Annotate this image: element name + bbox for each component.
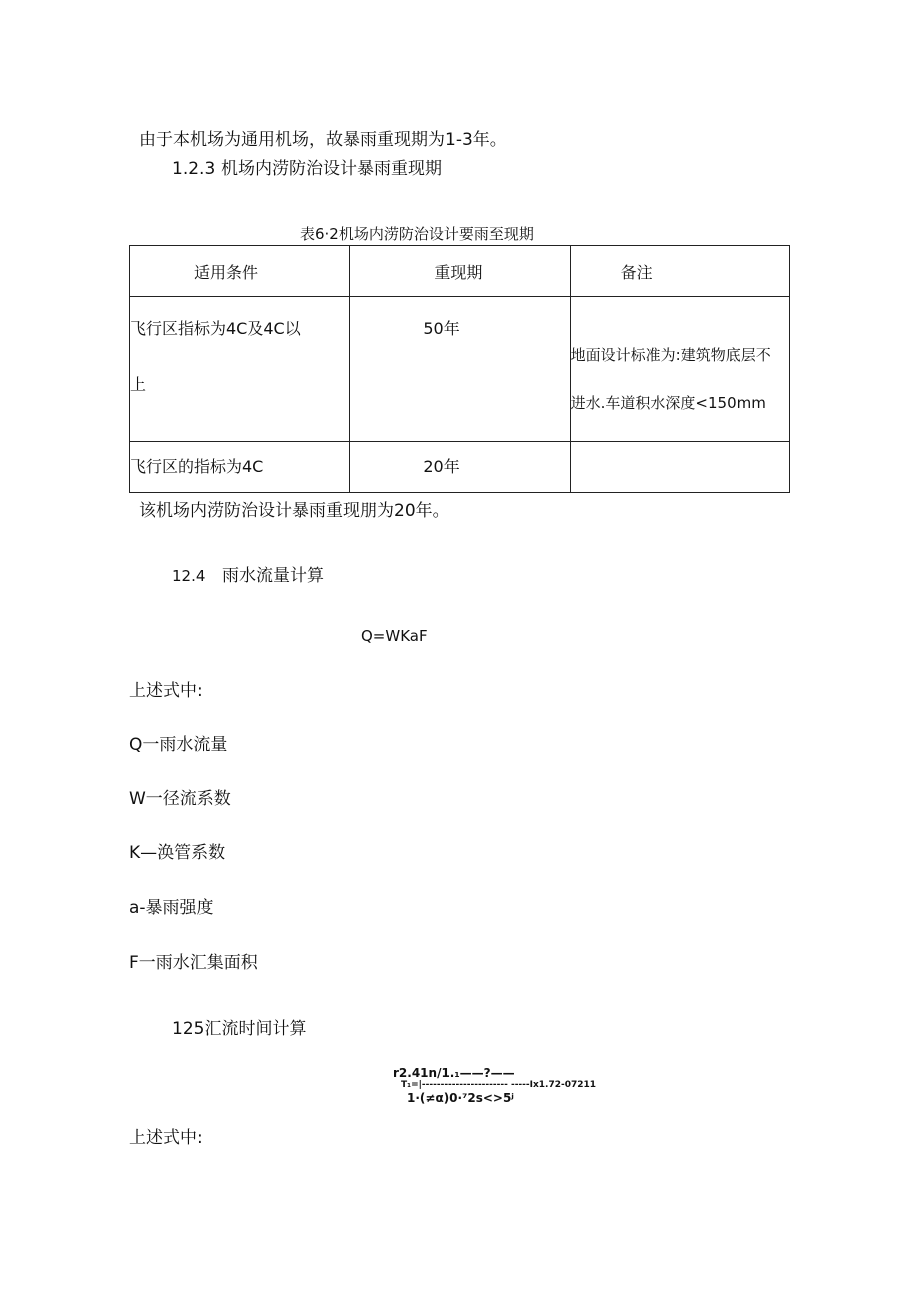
definition-item: a-暴雨强度 bbox=[129, 898, 214, 918]
table-cell-note bbox=[570, 442, 789, 493]
section-12-4-title: 雨水流量计算 bbox=[222, 566, 324, 586]
note-line-1: 地面设计标准为:建筑物底层不 bbox=[570, 346, 771, 364]
table-header-note: 备注 bbox=[570, 246, 789, 297]
table-header-row bbox=[130, 246, 790, 297]
section-12-4-number: 12.4 bbox=[172, 567, 206, 585]
condition-line-1: 飞行区指标为4C及4C以 bbox=[130, 319, 301, 338]
period-value: 20年 bbox=[423, 457, 460, 476]
conclusion-paragraph: 该机场内涝防治设计暴雨重现朋为20年。 bbox=[139, 501, 450, 521]
table-caption: 表6·2机场内涝防治设计要雨至现期 bbox=[300, 225, 534, 243]
equation-line-3: 1·(≠α)0·⁷2s<>5ʲ bbox=[407, 1091, 514, 1105]
equation-line-1: r2.41n/1.₁——?—— bbox=[393, 1066, 515, 1080]
note-line-2: 进水.车道积水深度<150mm bbox=[570, 394, 766, 412]
table-cell-period bbox=[350, 297, 570, 442]
section-1-2-3-number: 1.2.3 bbox=[172, 159, 216, 179]
table-cell-period bbox=[350, 442, 570, 493]
intro-paragraph: 由于本机场为通用机场，故暴雨重现期为1-3年。 bbox=[139, 130, 507, 150]
flow-formula: Q=WKaF bbox=[361, 627, 428, 645]
recurrence-period-table bbox=[129, 245, 790, 493]
condition-line-2: 上 bbox=[130, 375, 147, 394]
period-value: 50年 bbox=[423, 319, 460, 338]
definition-item: W一径流系数 bbox=[129, 789, 231, 809]
where-label: 上述式中: bbox=[129, 681, 203, 701]
definition-item: Q一雨水流量 bbox=[129, 735, 228, 755]
section-12-5-heading: 125汇流时间计算 bbox=[172, 1019, 307, 1039]
table-row bbox=[130, 297, 790, 442]
condition-line-1: 飞行区的指标为4C bbox=[130, 457, 264, 476]
table-header-condition: 适用条件 bbox=[130, 246, 350, 297]
where-label: 上述式中: bbox=[129, 1128, 203, 1148]
section-1-2-3-title: 机场内涝防治设计暴雨重现期 bbox=[221, 159, 442, 179]
table-row bbox=[130, 442, 790, 493]
confluence-time-equation bbox=[393, 1066, 597, 1110]
definition-item: F一雨水汇集面积 bbox=[129, 953, 258, 973]
table-cell-condition bbox=[130, 442, 350, 493]
table-cell-condition bbox=[130, 297, 350, 442]
definition-item: K—涣管系数 bbox=[129, 843, 226, 863]
table-cell-note bbox=[570, 297, 789, 442]
table-header-period: 重现期 bbox=[350, 246, 570, 297]
equation-line-2: T₁=|----------------------- -----Ix1.72-07211 bbox=[401, 1080, 597, 1090]
